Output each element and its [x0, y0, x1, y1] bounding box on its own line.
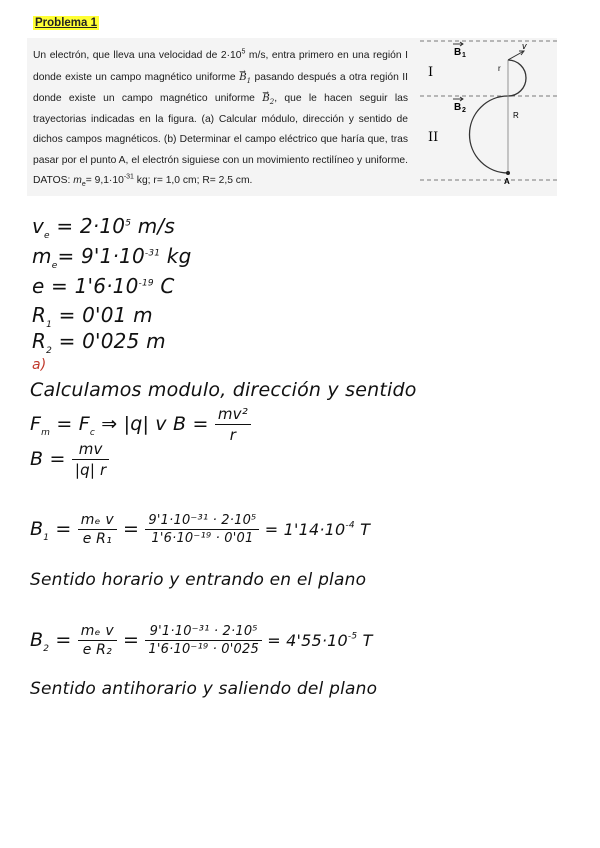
large-arc-path [470, 96, 509, 173]
region-2-label: II [428, 130, 439, 145]
data-r1: $R_1 = 0'01$ m [32, 303, 153, 330]
data-e: $e = 1'6\cdot 10^{-19}$ C [32, 274, 175, 298]
b1-direction: Sentido horario y entrando en el plano [30, 570, 367, 590]
data-ve: $v_e = 2\cdot 10^5$ m/s [32, 214, 175, 241]
svg-text:v: v [522, 41, 527, 51]
point-a-label: A [504, 177, 510, 186]
R-label: R [513, 111, 519, 120]
b2-figure-label [453, 97, 466, 114]
trajectory-figure [420, 38, 560, 186]
r-label: r [498, 64, 501, 73]
data-me: $m_e= 9'1\cdot 10^{-31}$ kg [32, 244, 192, 271]
b1-calculation: $B_1$ = $\frac{\text{mₑ v}}{\text{e R₁}}$ = $\frac{\text{9'1·10⁻³¹ · 2·10⁵}}{\text{1'6·10⁻¹⁹ · 0'01}}$ = $1'14\cdot 10^{-4}$ T [30, 512, 371, 547]
problem-statement: Un electrón, que lleva una velocidad de $2\cdot 10^5$ m/s, entra primero en una región I donde existe un campo magnético uniforme → $B_1$ pasando después a otra región II donde existe un campo magnético uniforme → $B_2$, que le hacen seguir las trayectorias indicadas en la figura. (a) Calcular módulo, dirección y sentido de dichos campos magnéticos. (b) Determinar el campo eléctrico que haría que, tras pasar por el punto A, el electrón siguiese con un movimiento rectilíneo y uniforme. DATOS: $m_e= 9,1\cdot 10^{-31}$ kg; r= 1,0 cm; R= 2,5 cm. [33, 46, 408, 192]
point-a-marker [506, 171, 510, 175]
force-equation: $F_m = F_c$ ⇒ |q| v B = $\frac{\text{mv²}}{r}$ [30, 405, 251, 444]
b2-symbol: → $B_2$ [262, 92, 274, 104]
small-arc-path [508, 60, 526, 96]
b1-figure-label [453, 42, 466, 59]
svg-text:B: B [454, 102, 462, 113]
b-formula: B = $\frac{mv}{|q| r}$ [30, 440, 109, 479]
velocity-arrow [508, 41, 527, 60]
b1-symbol: → $B_1$ [239, 71, 251, 83]
svg-text:2: 2 [462, 107, 466, 114]
b2-direction: Sentido antihorario y saliendo del plano [30, 679, 378, 699]
part-a-heading: Calculamos modulo, dirección y sentido [30, 379, 417, 401]
svg-text:B: B [454, 47, 462, 58]
part-a-label: a) [32, 357, 47, 373]
b2-calculation: $B_2$ = $\frac{\text{mₑ v}}{\text{e R₂}}$ = $\frac{\text{9'1·10⁻³¹ · 2·10⁵}}{\text{1'6·10⁻¹⁹ · 0'025}}$ = $4'55\cdot 10^{-5}$ T [30, 623, 373, 658]
problem-title: Problema 1 [35, 17, 97, 29]
data-r2: $R_2 = 0'025$ m [32, 329, 166, 356]
region-1-label: I [428, 65, 434, 80]
svg-text:1: 1 [462, 52, 466, 59]
